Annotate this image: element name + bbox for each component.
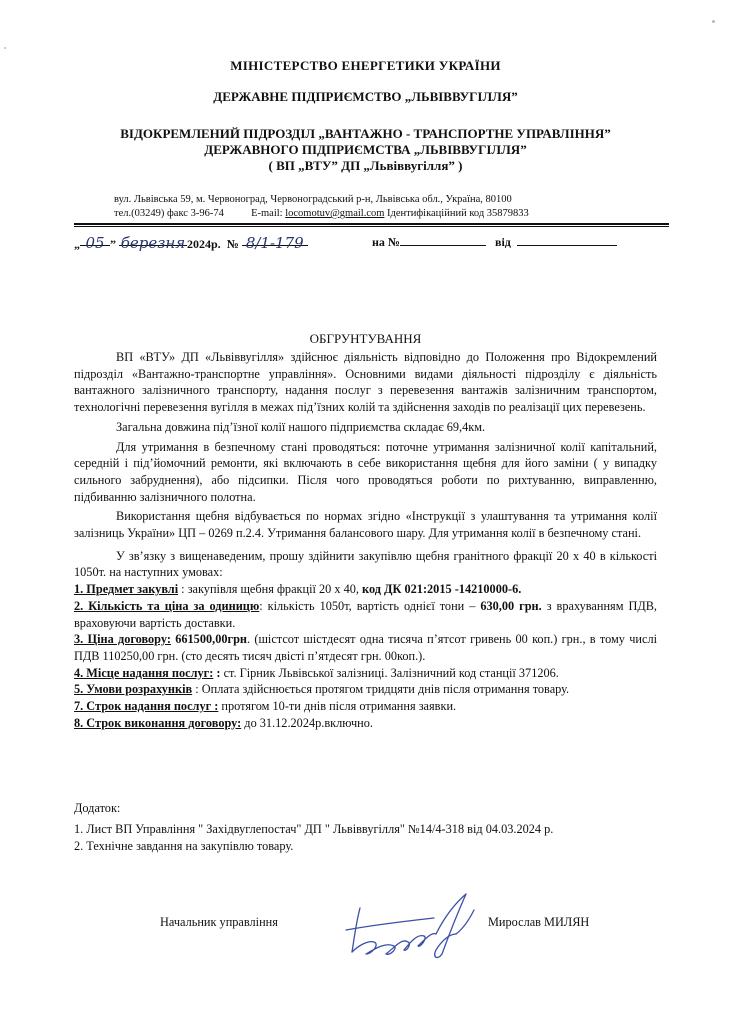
phone-fax: тел.(03249) факс 3-96-74	[114, 208, 224, 219]
document-title: ОБГРУНТУВАННЯ	[309, 331, 422, 346]
paragraph-2: Загальна довжина під’їзної колії нашого підприємства складає 69,4км.	[116, 419, 486, 434]
outgoing-reference	[74, 234, 308, 252]
ministry-heading: МІНІСТЕРСТВО ЕНЕРГЕТИКИ УКРАЇНИ	[230, 58, 501, 73]
scan-speck	[712, 20, 715, 23]
signatory-name: Мирослав МИЛЯН	[488, 915, 590, 929]
header-divider	[74, 223, 669, 225]
attachments-label: Додаток:	[74, 801, 121, 815]
paragraph-4: Використання щебня відбувається по нормах згідно «Інструкції з улаштування та утримання колії залізниць України» ЦП – 0269 п.2.4. Утримання балансового шару. Для утримання колії в безпечному стані.	[74, 509, 657, 541]
id-code: Ідентифікаційний код 35879833	[387, 208, 529, 219]
item-2: 2. Кількість та ціна за одиницю: кількість 1050т, вартість однієї тони – 630,00 грн. з врахуванням ПДВ, враховуючи вартість доставки.	[74, 598, 658, 630]
quote-open: „	[74, 237, 80, 251]
header-divider-thin	[74, 226, 669, 227]
ref-year: 2024р.	[187, 237, 221, 251]
item-1: 1. Предмет закувлі : закупівля щебня фракції 20 х 40, код ДК 021:2015 -14210000-6.	[74, 582, 522, 597]
body-text	[74, 349, 657, 731]
to-no-blank	[400, 234, 486, 246]
item-7: 7. Строк надання послуг : протягом 10-ти днів після отримання заявки.	[74, 699, 457, 714]
item-5: 5. Умови розрахунків : Оплата здійснюється протягом тридцяти днів після отримання товару.	[74, 682, 570, 697]
to-no-label: на №	[372, 235, 400, 249]
attachment-1: 1. Лист ВП Управління " Західвуглепостач" ДП " Львіввугілля" №14/4-318 від 04.03.2024 р.	[74, 822, 554, 836]
ref-no-label: №	[226, 237, 239, 251]
paragraph-3: Для утримання в безпечному стані проводяться: поточне утримання залізничної колії капітальний, середній і під’йомочний ремонти, які включають в себе використання щебня для його заміни ( у випадку сильного забруднення), або підсипки. Після чого проводяться роботи по рихтуванню, виправленню, підбиванню залізничного полотна.	[74, 439, 657, 504]
email-link[interactable]: locomotuv@gmail.com	[285, 208, 385, 219]
unit-heading-line1: ВІДОКРЕМЛЕНИЙ ПІДРОЗДІЛ „ВАНТАЖНО - ТРАНСПОРТНЕ УПРАВЛІННЯ”	[120, 126, 611, 141]
incoming-reference	[372, 234, 617, 250]
ref-month: березня	[120, 234, 186, 252]
paragraph-5: У зв’язку з вищенаведеним, прошу здійнити закупівлю щебня гранітного фракції 20 х 40 в кількості 1050т. на наступних умовах:	[74, 548, 657, 580]
attachments	[74, 800, 553, 855]
handwritten-signature	[338, 888, 488, 968]
unit-heading-line3: ( ВП „ВТУ” ДП „Львіввугілля” )	[268, 158, 463, 173]
from-label: від	[494, 235, 511, 249]
paragraph-1: ВП «ВТУ» ДП «Львіввугілля» здійснює діяльність відповідно до Положення про Відокремлений підрозділ «Вантажно-транспортне управління». Основними видами діяльності підрозділу є діяльність вантажного залізничного транспорту, надання послуг з перевезення вантажів залізничним транспортом, технологічні перевезення вугілля в межах під’їзних колій та здійснення заходів по реалізації цих перевезень.	[74, 350, 657, 415]
item-8: 8. Строк виконання договору: до 31.12.2024р.включно.	[74, 715, 373, 730]
unit-heading-line2: ДЕРЖАВНОГО ПІДПРИЄМСТВА „ЛЬВІВВУГІЛЛЯ”	[204, 142, 527, 157]
item-4: 4. Місце надання послуг: : ст. Гірник Львівської залізниці. Залізничний код станції 371206.	[74, 665, 559, 680]
from-blank	[517, 234, 617, 246]
address-line: вул. Львівська 59, м. Червоноград, Червоноградський р-н, Львівська обл., Україна, 80100	[114, 194, 512, 205]
ref-day: 05	[80, 234, 110, 246]
attachment-2: 2. Технічне завдання на закупівлю товару.	[74, 839, 294, 853]
quote-close: ”	[110, 237, 116, 251]
email-label: E-mail:	[251, 208, 283, 219]
enterprise-heading: ДЕРЖАВНЕ ПІДПРИЄМСТВО „ЛЬВІВВУГІЛЛЯ”	[213, 89, 518, 104]
contacts-line	[114, 208, 529, 219]
item-3: 3. Ціна договору: 661500,00грн. (шістсот шістдесят одна тисяча п’ятсот гривень 00 коп.) грн., в тому числі ПДВ 110250,00 грн. (сто десять тисяч двісті п’ятдесят грн. 00коп.).	[74, 632, 657, 663]
ref-number: 8/1-179	[242, 234, 308, 246]
signatory-role: Начальник управління	[160, 915, 278, 929]
scan-speck	[4, 47, 6, 49]
